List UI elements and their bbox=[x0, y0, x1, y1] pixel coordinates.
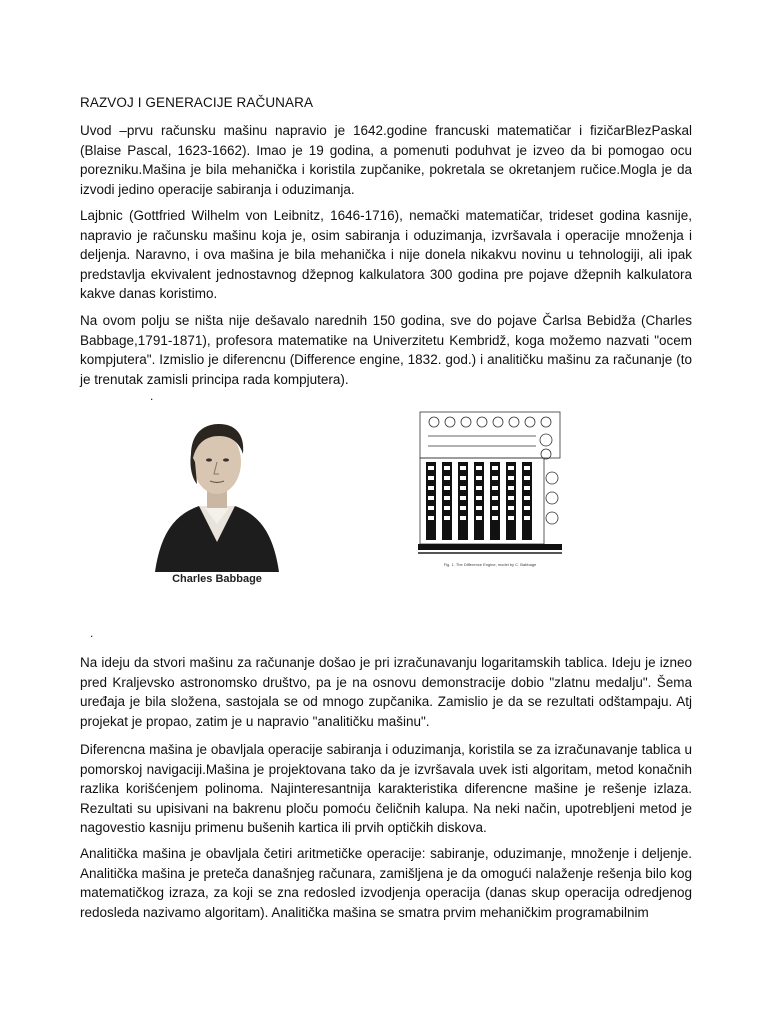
paragraph-analytical-engine: Analitička mašina je obavljala četiri aritmetičke operacije: sabiranje, oduzimanje, množenje i deljenje. Analitička mašina je preteča današnjeg računara, zamišljena je da omogući nalaženje rešenja bilo kog matematičkog izraza, za koji se zna redosled izvodjenja operacija (danas skup operacija odredjenog redosleda nazivamo algoritam). Analitička mašina se smatra prvim mehaničkim programabilnim bbox=[80, 846, 692, 920]
dot-marker: . bbox=[90, 626, 94, 640]
paragraph-leibnitz: Lajbnic (Gottfried Wilhelm von Leibnitz, 1646-1716), nemački matematičar, trideset godina kasnije, napravio je računsku mašinu koja je, osim sabiranja i oduzimanja, izvršavala i operacije množenja i deljenja. Naravno, i ova mašina je bila mehanička i nije donela nikakvu novinu u tehnologiji, ali ipak predstavlja ekvivalent jednostavnog džepnog kalkulatora 300 godina pre pojave džepnih kalkulatora kakve danas koristimo. bbox=[80, 208, 692, 301]
paragraph-idea: Na ideju da stvori mašinu za računanje došao je pri izračunavanju logaritamskih tablica. Ideju je izneo pred Kraljevsko astronomsko društvo, pa je na osnovu demonstracije dobio "zlatnu medalju". Šema uređaja je bila složena, sastojala se od mnogo zupčanika. Zamislio je da se rezultati odštampaju. Atj projekat je propao, zatim je u napravio "analitičku mašinu". bbox=[80, 655, 692, 729]
portrait-caption: Charles Babbage bbox=[172, 573, 262, 585]
babbage-portrait-image bbox=[147, 410, 287, 590]
dot-marker: . bbox=[150, 389, 154, 403]
difference-engine-image bbox=[416, 408, 564, 572]
paragraph-babbage: Na ovom polju se ništa nije dešavalo narednih 150 godina, sve do pojave Čarlsa Bebidža (Charles Babbage,1791-1871), profesora matematike na Univerzitetu Kembridž, koga možemo nazvati "ocem kompjutera". Izmislio je diferencnu (Difference engine, 1832. god.) i analitičku mašinu za računanje (to je trenutak zamisli principa rada kompjutera). bbox=[80, 313, 692, 387]
paragraph-pascal: Uvod –prvu računsku mašinu napravio je 1642.godine francuski matematičar i fizičarBlezPaskal (Blaise Pascal, 1623-1662). Imao je 19 godina, a pomenuti poduhvat je izveo da bi pomogao ocu porezniku.Mašina je bila mehanička i koristila zupčanike, pokretala se okretanjem ručice.Mogla je da izvodi jedino operacije sabiranja i oduzimanja. bbox=[80, 123, 692, 197]
engine-caption: Fig. 1. The Difference Engine, model by C. Babbage bbox=[443, 562, 537, 567]
paragraph-difference-engine: Diferencna mašina je obavljala operacije sabiranja i oduzimanja, koristila se za izračunavanje tablica u pomorskoj navigaciji.Mašina je projektovana tako da je izvršavala uvek isti algoritam, metod konačnih razlika korišćenjem polinoma. Najinteresantnija karakteristika diferencne mašine je rešenje izlaza. Rezultati su upisivani na bakrenu ploču pomoću čeličnih kalupa. Na neki način, upotrebljeni metod je nagovestio kasniju primenu bušenih kartica ili prvih optičkih diskova. bbox=[80, 742, 692, 835]
document-title: RAZVOJ I GENERACIJE RAČUNARA bbox=[80, 95, 314, 110]
